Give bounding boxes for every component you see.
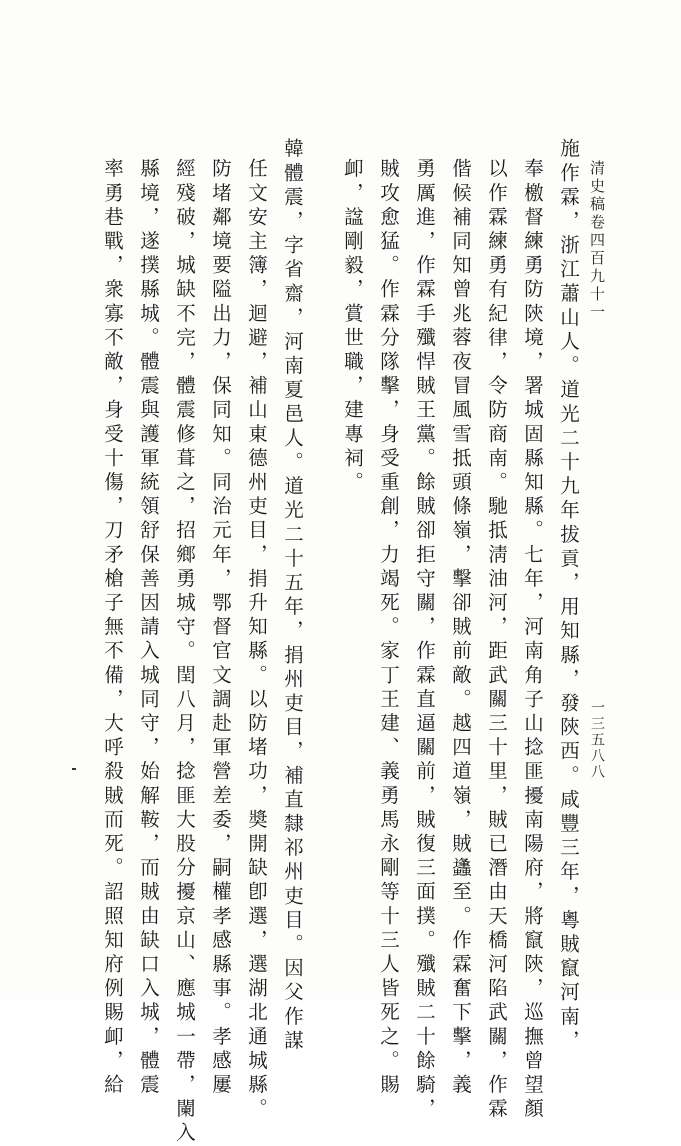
text-column-5: 勇厲進，作霖手殲悍賊王黨。餘賊卻拒守關，作霖直逼關前，賊復三面撲。殲賊二十餘騎， [413, 158, 436, 1122]
text-column-4: 偕候補同知曾兆蓉夜冒風雪抵頭條嶺，擊卻賊前敵。越四道嶺，賊蠭至。作霖奮下擊，義 [449, 158, 472, 1098]
text-column-9: 任文安主簿，迴避，補山東德州吏目，捐升知縣。以防堵功，奬開缺卽選，選湖北通城縣。 [245, 158, 268, 1122]
text-column-13: 率勇巷戰，衆寡不敵，身受十傷，刀矛槍子無不備，大呼殺賊而死。詔照知府例賜卹，給 [101, 158, 124, 1098]
text-column-11: 經殘破，城缺不完，體震修葺之，招鄉勇城守。閏八月，捻匪大股分擾京山、應城一帶，闌入 [173, 158, 196, 1146]
text-column-8: 韓體震，字省齋，河南夏邑人。道光二十五年，捐州吏目，補直隸祁州吏目。因父作謀 [281, 138, 304, 1054]
text-column-1: 施作霖，浙江蕭山人。道光二十九年拔貢，用知縣，發陝西。咸豐三年，粵賊竄河南， [557, 138, 580, 1054]
text-column-2: 奉檄督練勇防陝境，署城固縣知縣。七年，河南角子山捻匪擾南陽府，將竄陝，巡撫曾望顏 [521, 158, 544, 1122]
text-column-3: 以作霖練勇有紀律，令防商南。馳抵淸油河，距武關三十里，賊已潛由天橋河陷武關，作霖 [485, 158, 508, 1122]
text-column-7: 卹，諡剛毅，賞世職，建專祠。 [341, 158, 364, 496]
page-number: 一三五八八 [589, 700, 605, 780]
running-head: 清史稿卷四百九十一 [588, 160, 606, 322]
text-column-12: 縣境，遂撲縣城。體震與護軍統領舒保善因請入城同守，始解鞍，而賊由缺口入城，體震 [137, 158, 160, 1098]
text-column-6: 賊攻愈猛。作霖分隊擊，身受重創，力竭死。家丁王建、義勇馬永剛等十三人皆死之。賜 [377, 158, 400, 1098]
text-column-10: 防堵鄰境要隘出力，保同知。同治元年，鄂督官文調赴軍營差委，嗣權孝感縣事。孝感屢 [209, 158, 232, 1098]
stray-ink-mark [72, 768, 76, 770]
